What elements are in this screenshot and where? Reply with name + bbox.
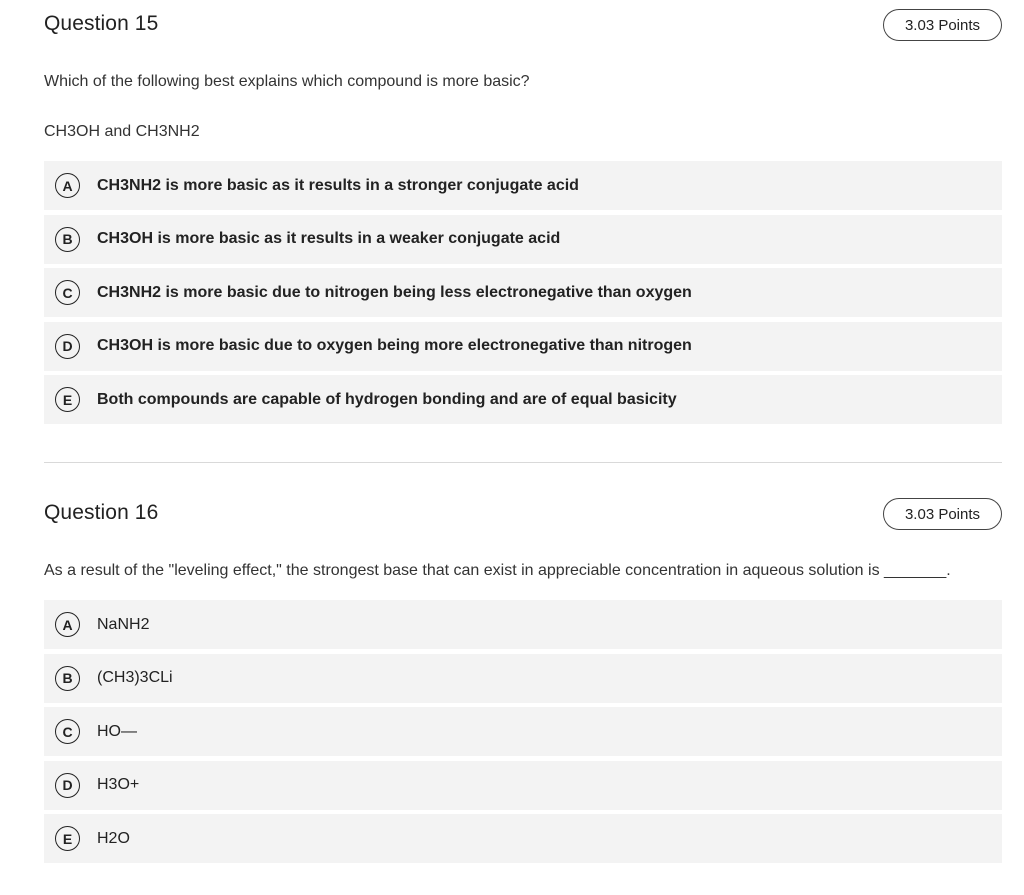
option-d[interactable] [44, 322, 1002, 371]
option-a[interactable] [44, 161, 1002, 210]
option-letter-badge: C [55, 280, 80, 305]
question-subprompt: CH3OH and CH3NH2 [44, 123, 200, 140]
option-text: CH3OH is more basic as it results in a weaker conjugate acid [97, 230, 561, 247]
option-c[interactable] [44, 707, 1002, 756]
option-text: (CH3)3CLi [97, 669, 173, 686]
option-text: Both compounds are capable of hydrogen bonding and are of equal basicity [97, 390, 677, 408]
answer-options [44, 161, 1002, 429]
option-text: CH3NH2 is more basic due to nitrogen being less electronegative than oxygen [97, 283, 692, 301]
option-text: H3O+ [97, 776, 140, 793]
option-b[interactable] [44, 215, 1002, 264]
option-a[interactable] [44, 600, 1002, 649]
option-letter-badge: D [55, 334, 80, 359]
question-header [44, 489, 1002, 541]
option-letter-badge: A [55, 612, 80, 637]
option-b[interactable] [44, 654, 1002, 703]
option-letter-badge: A [55, 173, 80, 198]
option-text: NaNH2 [97, 615, 150, 633]
option-letter-badge: B [55, 227, 80, 252]
option-e[interactable] [44, 375, 1002, 424]
question-15 [44, 0, 1002, 408]
points-badge: 3.03 Points [883, 498, 1002, 530]
option-e[interactable] [44, 814, 1002, 863]
points-badge: 3.03 Points [883, 9, 1002, 41]
option-d[interactable] [44, 761, 1002, 810]
option-text: CH3OH is more basic due to oxygen being more electronegative than nitrogen [97, 337, 692, 354]
question-title: Question 16 [44, 501, 159, 524]
option-c[interactable] [44, 268, 1002, 317]
option-letter-badge: B [55, 666, 80, 691]
question-divider [44, 462, 1002, 463]
option-letter-badge: D [55, 773, 80, 798]
question-title: Question 15 [44, 12, 159, 35]
question-16 [44, 489, 1002, 847]
answer-options [44, 600, 1002, 868]
question-prompt: Which of the following best explains which compound is more basic? [44, 73, 530, 90]
option-letter-badge: E [55, 387, 80, 412]
option-text: H2O [97, 829, 130, 847]
option-text: CH3NH2 is more basic as it results in a stronger conjugate acid [97, 176, 579, 194]
option-letter-badge: E [55, 826, 80, 851]
question-header [44, 0, 1002, 52]
question-prompt: As a result of the "leveling effect," the strongest base that can exist in appreciable concentration in aqueous solution is _______. [44, 562, 951, 579]
option-letter-badge: C [55, 719, 80, 744]
option-text: HO— [97, 722, 137, 740]
